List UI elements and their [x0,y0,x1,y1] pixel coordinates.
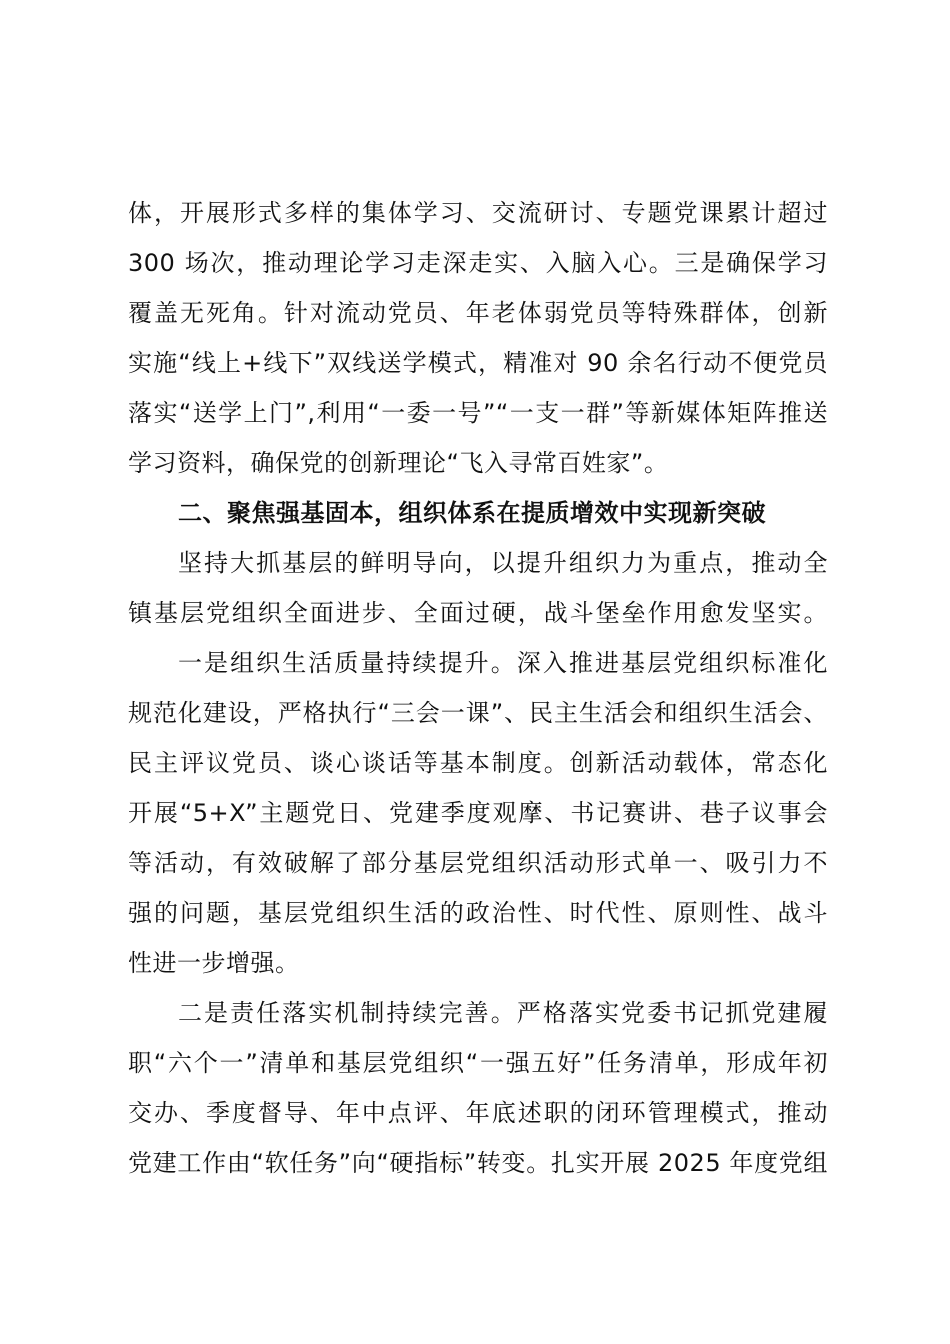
body-text-line: 学习资料，确保党的创新理论“飞入寻常百姓家”。 [128,449,669,477]
body-text-line: 职“六个一”清单和基层党组织“一强五好”任务清单，形成年初 [128,1049,828,1077]
body-text-line: 交办、季度督导、年中点评、年底述职的闭环管理模式，推动 [128,1099,828,1127]
body-text-line: 实施“线上+线下”双线送学模式，精准对 90 余名行动不便党员 [128,349,828,377]
body-text-line: 民主评议党员、谈心谈话等基本制度。创新活动载体，常态化 [128,749,828,777]
body-text-line: 党建工作由“软任务”向“硬指标”转变。扎实开展 2025 年度党组 [128,1149,828,1177]
body-text-line: 覆盖无死角。针对流动党员、年老体弱党员等特殊群体，创新 [128,299,828,327]
body-text-line: 体，开展形式多样的集体学习、交流研讨、专题党课累计超过 [128,199,828,227]
body-text-line: 规范化建设，严格执行“三会一课”、民主生活会和组织生活会、 [128,699,828,727]
body-text-line: 性进一步增强。 [128,949,300,977]
body-text-line: 等活动，有效破解了部分基层党组织活动形式单一、吸引力不 [128,849,828,877]
section-heading: 二、聚焦强基固本，组织体系在提质增效中实现新突破 [178,499,766,527]
body-text-line: 落实“送学上门”,利用“一委一号”“一支一群”等新媒体矩阵推送 [128,399,828,427]
body-text-line: 强的问题，基层党组织生活的政治性、时代性、原则性、战斗 [128,899,828,927]
body-text-line: 开展“5+X”主题党日、党建季度观摩、书记赛讲、巷子议事会 [128,799,828,827]
body-text-line: 300 场次，推动理论学习走深走实、入脑入心。三是确保学习 [128,249,828,277]
body-text-line: 一是组织生活质量持续提升。深入推进基层党组织标准化 [178,649,828,677]
body-text-line: 镇基层党组织全面进步、全面过硬，战斗堡垒作用愈发坚实。 [128,599,828,627]
body-text-line: 二是责任落实机制持续完善。严格落实党委书记抓党建履 [178,999,828,1027]
body-text-line: 坚持大抓基层的鲜明导向，以提升组织力为重点，推动全 [178,549,828,577]
